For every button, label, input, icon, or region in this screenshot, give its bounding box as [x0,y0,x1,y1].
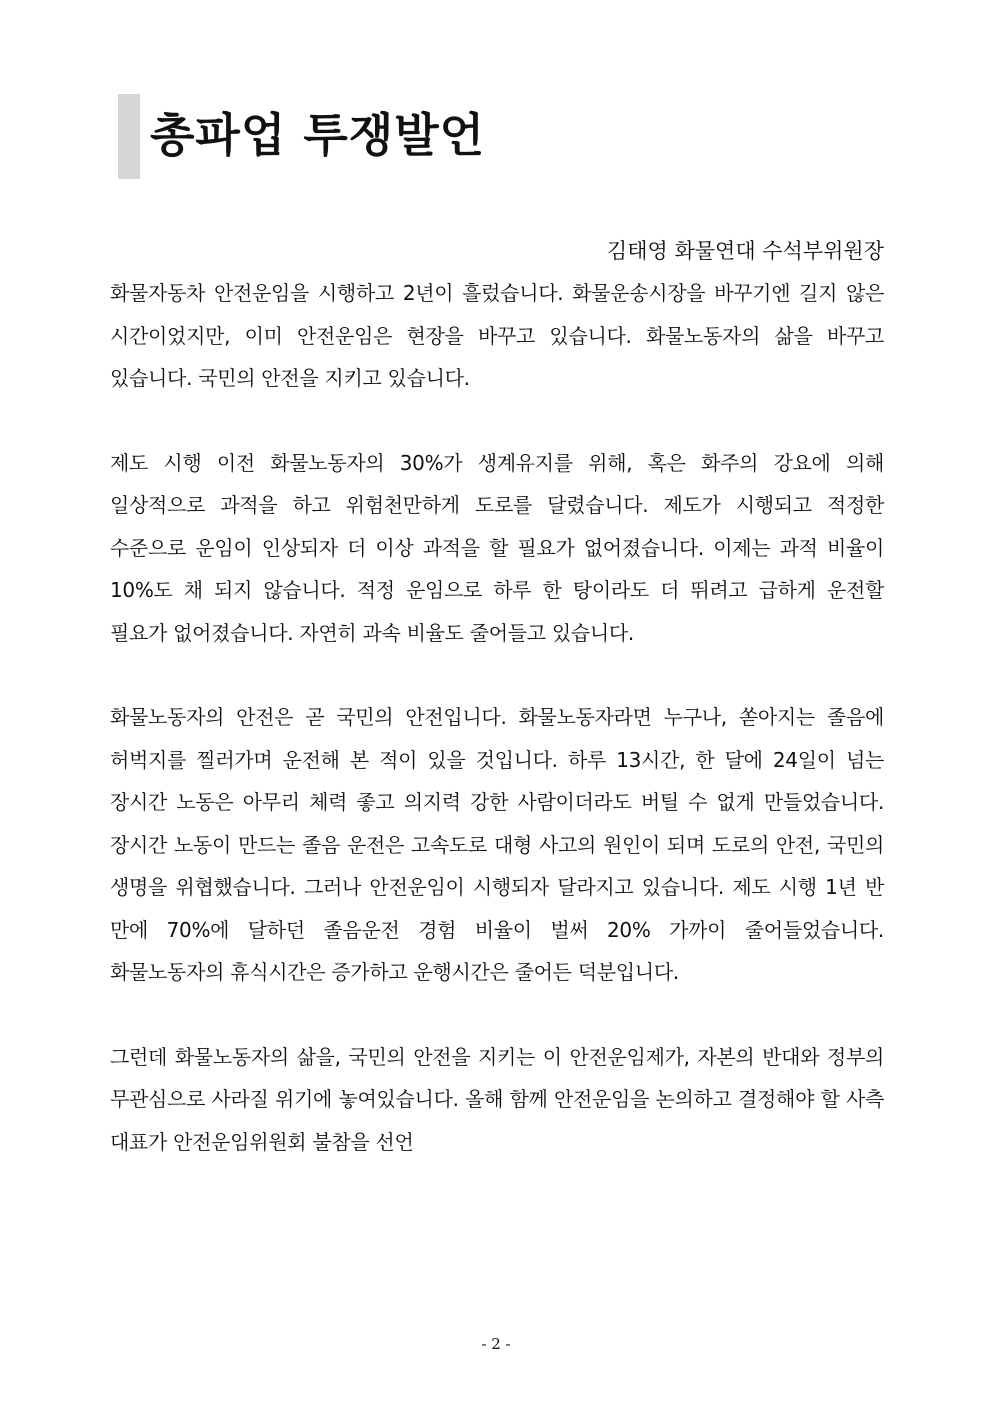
page-title: 총파업 투쟁발언 [150,108,486,162]
paragraph-1: 화물자동차 안전운임을 시행하고 2년이 흘렀습니다. 화물운송시장을 바꾸기엔 길지 않은 시간이었지만, 이미 안전운임은 현장을 바꾸고 있습니다. 화물노동자의 삶을 바꾸고 있습니다. 국민의 안전을 지키고 있습니다. [110,281,884,390]
title-accent-bar [118,94,140,179]
paragraph-3: 화물노동자의 안전은 곧 국민의 안전입니다. 화물노동자라면 누구나, 쏟아지는 졸음에 허벅지를 찔러가며 운전해 본 적이 있을 것입니다. 하루 13시간, 한 달에 24일이 넘는 장시간 노동은 아무리 체력 좋고 의지력 강한 사람이더라도 버틸 수 없게 만들었습니다. 장시간 노동이 만드는 졸음 운전은 고속도로 대형 사고의 원인이 되며 도로의 안전, 국민의 생명을 위협했습니다. 그러나 안전운임이 시행되자 달라지고 있습니다. 제도 시행 1년 반 만에 70%에 달하던 졸음운전 경험 비율이 벌써 20% 가까이 줄어들었습니다. 화물노동자의 휴식시간은 증가하고 운행시간은 줄어든 덕분입니다. [110,705,884,984]
paragraph-2: 제도 시행 이전 화물노동자의 30%가 생계유지를 위해, 혹은 화주의 강요에 의해 일상적으로 과적을 하고 위험천만하게 도로를 달렸습니다. 제도가 시행되고 적정한 수준으로 운임이 인상되자 더 이상 과적을 할 필요가 없어졌습니다. 이제는 과적 비율이 10%도 채 되지 않습니다. 적정 운임으로 하루 한 탕이라도 더 뛰려고 급하게 운전할 필요가 없어졌습니다. 자연히 과속 비율도 줄어들고 있습니다. [110,450,884,645]
author-line: 김태영 화물연대 수석부위원장 [606,239,884,263]
body-text [110,272,884,1205]
page-number: - 2 - [481,1335,511,1353]
paragraph-4: 그런데 화물노동자의 삶을, 국민의 안전을 지키는 이 안전운임제가, 자본의 반대와 정부의 무관심으로 사라질 위기에 놓여있습니다. 올해 함께 안전운임을 논의하고 결정해야 할 사측 대표가 안전운임위원회 불참을 선언 [110,1044,884,1154]
